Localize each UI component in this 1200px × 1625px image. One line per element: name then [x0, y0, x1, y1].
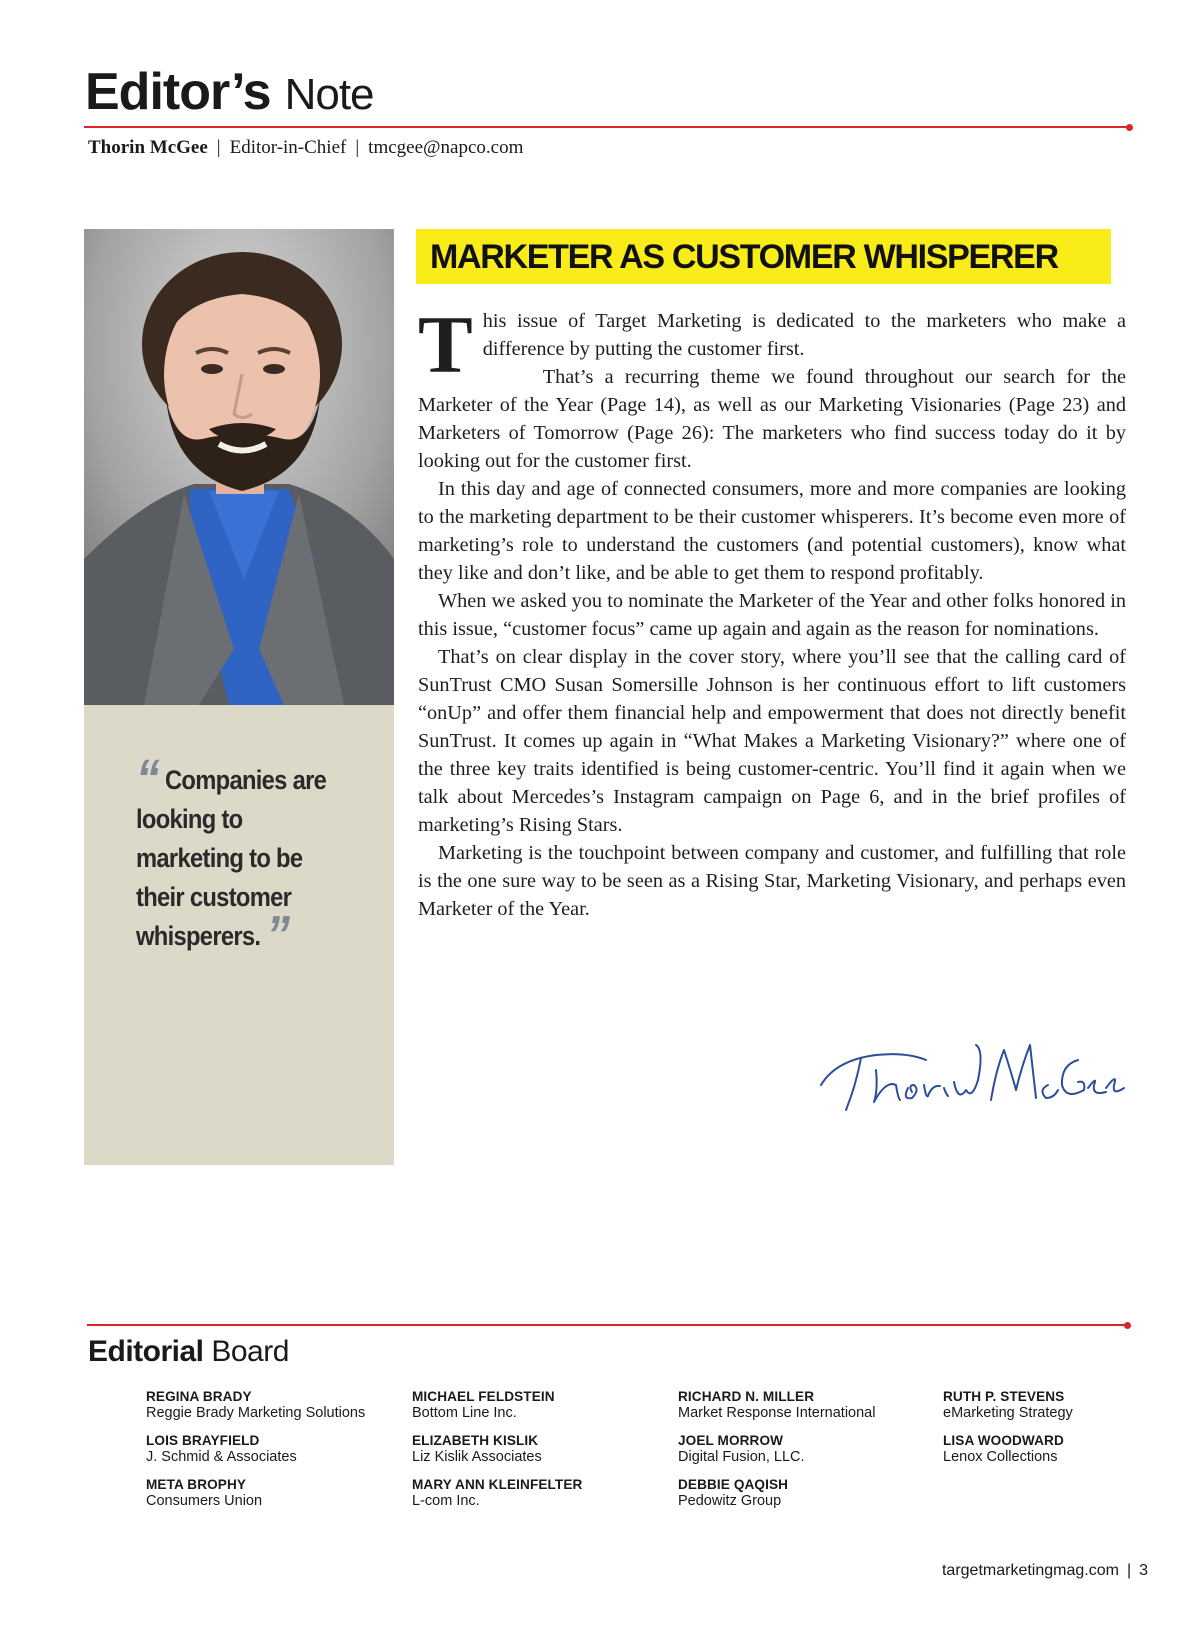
- header-rule-dot: [1126, 124, 1133, 131]
- author-portrait-image: [84, 229, 394, 705]
- member-name: REGINA BRADY: [146, 1389, 252, 1404]
- article-paragraph: When we asked you to nominate the Marketer of the Year and other folks honored in this issue, “customer focus” came up again and again as the reason for nominations.: [418, 590, 1126, 640]
- board-member: [412, 1388, 662, 1432]
- byline: [88, 137, 523, 159]
- member-name: LOIS BRAYFIELD: [146, 1433, 260, 1448]
- member-org: Liz Kislik Associates: [412, 1449, 542, 1465]
- article-paragraph: Marketing is the touchpoint between company and customer, and fulfilling that role is the one sure way to be seen as a Rising Star, Marketing Visionary, and perhaps even Marketer of the Year.: [418, 842, 1126, 920]
- author-role: Editor-in-Chief: [229, 137, 347, 158]
- member-org: Reggie Brady Marketing Solutions: [146, 1405, 366, 1421]
- page-title-bold: Editor’s: [85, 63, 271, 121]
- member-org: Pedowitz Group: [678, 1493, 782, 1509]
- board-rule: [87, 1324, 1127, 1326]
- board-member: [943, 1388, 1193, 1432]
- member-org: Market Response International: [678, 1405, 876, 1421]
- member-name: MICHAEL FELDSTEIN: [412, 1389, 555, 1404]
- article-headline: MARKETER AS CUSTOMER WHISPERER: [430, 238, 1058, 276]
- author-photo: [84, 229, 394, 705]
- member-name: RICHARD N. MILLER: [678, 1389, 815, 1404]
- member-name: LISA WOODWARD: [943, 1433, 1064, 1448]
- article-body: [418, 299, 1126, 923]
- member-org: L-com Inc.: [412, 1493, 480, 1509]
- pull-quote-box: [84, 705, 394, 1165]
- member-org: Lenox Collections: [943, 1449, 1058, 1465]
- pull-quote: [136, 749, 347, 965]
- page-footer: [942, 1562, 1148, 1580]
- board-member: [146, 1476, 396, 1520]
- article-paragraph: That’s a recurring theme we found throughout our search for the Marketer of the Year (Page 14), as well as our Marketing Visionaries (Page 23) and Marketers of Tomorrow (Page 26): The marketers who find success today do it by looking out for the customer first.: [418, 366, 1126, 472]
- byline-separator: |: [355, 137, 360, 158]
- board-title-light: Board: [211, 1335, 289, 1368]
- board-rule-dot: [1124, 1322, 1131, 1329]
- editorial-board-title: [88, 1335, 289, 1369]
- board-column-2: [412, 1388, 662, 1520]
- author-name: Thorin McGee: [88, 137, 208, 158]
- article-paragraph: That’s on clear display in the cover story, where you’ll see that the calling card of SunTrust CMO Susan Somersille Johnson is her continuous effort to lift customers “onUp” and offer them financial help and empowerment that does not directly benefit SunTrust. It comes up again in “What Makes a Marketing Visionary?” where one of the three key traits identified is being customer-centric. You’ll find it again when we talk about Mercedes’s Instagram campaign on Page 6, and in the brief profiles of marketing’s Rising Stars.: [418, 646, 1126, 836]
- article-paragraph: [418, 299, 1126, 390]
- member-org: J. Schmid & Associates: [146, 1449, 297, 1465]
- member-org: Bottom Line Inc.: [412, 1405, 517, 1421]
- board-column-4: [943, 1388, 1193, 1476]
- article-paragraph-text: his issue of Target Marketing is dedicated to the marketers who make a difference by putting the customer first.: [482, 310, 1126, 360]
- member-name: JOEL MORROW: [678, 1433, 784, 1448]
- member-name: DEBBIE QAQISH: [678, 1477, 789, 1492]
- board-column-3: [678, 1388, 928, 1520]
- footer-separator: |: [1126, 1562, 1132, 1579]
- board-member: [678, 1432, 928, 1476]
- member-org: Consumers Union: [146, 1493, 263, 1509]
- author-email[interactable]: tmcgee@napco.com: [368, 137, 524, 158]
- board-member: [146, 1388, 396, 1432]
- byline-separator: |: [216, 137, 221, 158]
- board-title-bold: Editorial: [88, 1335, 204, 1368]
- board-member: [412, 1432, 662, 1476]
- pull-quote-text: Companies are looking to marketing to be their customer whisperers.: [136, 765, 327, 951]
- board-member: [678, 1388, 928, 1432]
- page-title: [85, 62, 374, 125]
- footer-site-link[interactable]: targetmarketingmag.com: [941, 1562, 1119, 1579]
- drop-cap: T: [418, 299, 473, 390]
- header-rule: [84, 126, 1130, 128]
- member-org: Digital Fusion, LLC.: [678, 1449, 805, 1465]
- headline-banner: [416, 229, 1111, 284]
- member-name: META BROPHY: [146, 1477, 247, 1492]
- article-paragraph: In this day and age of connected consumers, more and more companies are looking to the marketing department to be their customer whisperers. It’s become even more of marketing’s role to understand the customers (and potential customers), know what they like and don’t like, and be able to get them to respond profitably.: [418, 478, 1126, 584]
- board-member: [146, 1432, 396, 1476]
- board-member: [678, 1476, 928, 1520]
- board-column-1: [146, 1388, 396, 1520]
- close-quote-mark: ”: [266, 905, 290, 965]
- member-name: RUTH P. STEVENS: [943, 1389, 1065, 1404]
- board-member: [412, 1476, 662, 1520]
- signature: [816, 1030, 1126, 1120]
- member-org: eMarketing Strategy: [943, 1405, 1073, 1421]
- page-title-light: Note: [284, 70, 374, 119]
- board-member: [943, 1432, 1193, 1476]
- member-name: MARY ANN KLEINFELTER: [412, 1477, 583, 1492]
- open-quote-mark: “: [136, 749, 160, 809]
- page-number: 3: [1139, 1562, 1148, 1579]
- member-name: ELIZABETH KISLIK: [412, 1433, 539, 1448]
